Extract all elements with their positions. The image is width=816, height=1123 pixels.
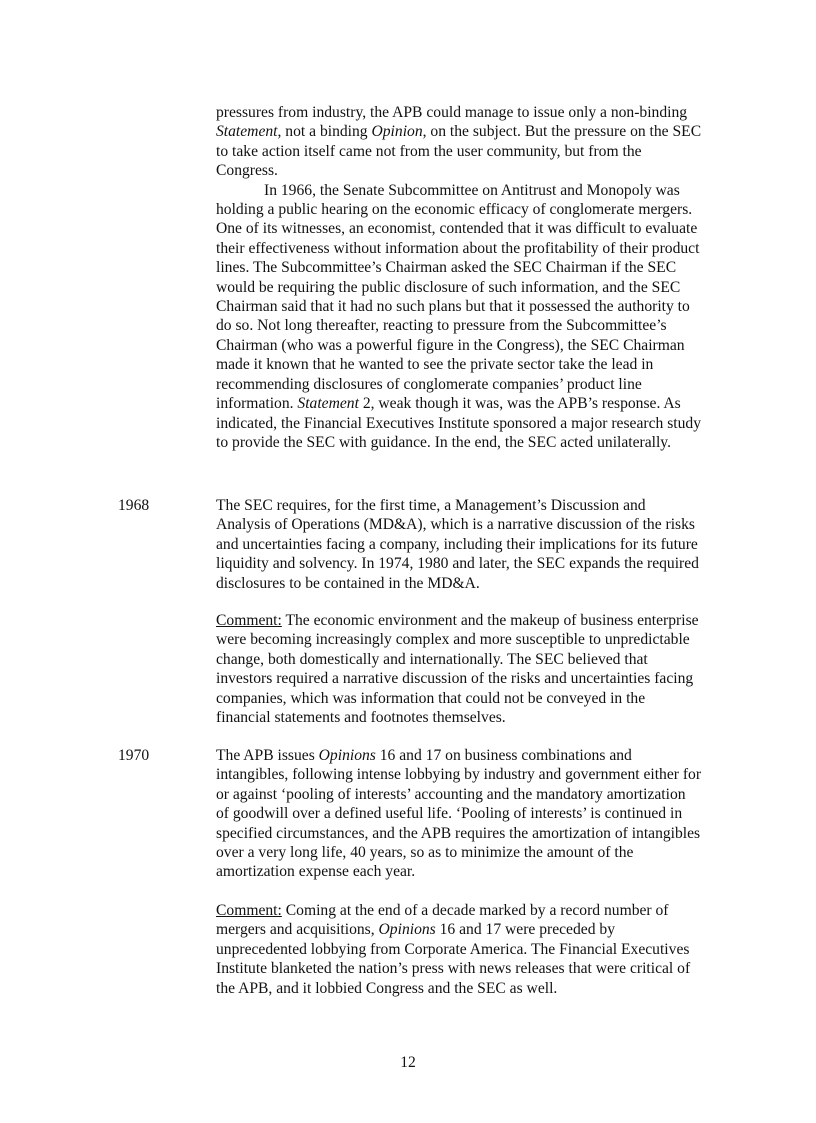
comment-label: Comment: xyxy=(216,902,282,919)
page-number: 12 xyxy=(400,1054,416,1071)
entry-paragraph: The SEC requires, for the first time, a Management’s Discussion and Analysis of Operations (MD&A), which is a narrative discussion of the risks and uncertainties facing a company, including their implications for its future liquidity and solvency. In 1974, 1980 and later, the SEC expands the required disclosures to be contained in the MD&A. xyxy=(216,497,699,592)
italic-term: Opinions xyxy=(378,921,436,939)
text-run: 16 and 17 were preceded by unprecedented lobbying from Corporate America. The Financial Executives Institute blanketed the nation’s press with news releases that were critical of the APB, and it lobbied Congress and the SEC as well. xyxy=(216,921,691,997)
entry-1970-text xyxy=(216,746,702,882)
intro-section xyxy=(216,103,702,452)
text-run: pressures from industry, the APB could manage to issue only a non-binding xyxy=(216,104,688,121)
text-run: , on the subject. But the pressure on the SEC to take action itself came not from the user community, but from the Congress. xyxy=(216,123,702,180)
comment-paragraph xyxy=(216,901,702,998)
comment-paragraph xyxy=(216,611,702,727)
text-run: In 1966, the Senate Subcommittee on Antitrust and Monopoly was holding a public hearing on the economic efficacy of conglomerate mergers. One of its witnesses, an economist, contended that it was difficult to evaluate their effectiveness without information about the profitability of their product lines. The Subcommittee’s Chairman asked the SEC Chairman if the SEC would be requiring the public disclosure of such information, and the SEC Chairman said that it had no such plans but that it possessed the authority to do so. Not long thereafter, reacting to pressure from the Subcommittee’s Chairman (who was a powerful figure in the Congress), the SEC Chairman made it known that he wanted to see the private sector take the lead in recommending disclosures of conglomerate companies’ product line information. xyxy=(216,181,700,413)
text-run: The APB issues xyxy=(216,747,319,764)
italic-term: Statement xyxy=(216,123,278,141)
intro-paragraph-1 xyxy=(216,103,702,181)
entry-1968-text xyxy=(216,496,702,593)
entry-1968-comment xyxy=(216,611,702,727)
text-run: Coming at the end of a decade marked by a record number of mergers and acquisitions, xyxy=(216,902,669,939)
entry-year-1968: 1968 xyxy=(118,497,150,514)
italic-term: Opinions xyxy=(318,747,376,764)
italic-term: Opinion xyxy=(371,123,423,141)
text-run: , not a binding xyxy=(277,123,372,141)
comment-label: Comment: xyxy=(216,612,282,629)
text-run: 2, weak though it was, was the APB’s response. As indicated, the Financial Executives Institute sponsored a major research study to provide the SEC with guidance. In the end, the SEC acted unilaterally. xyxy=(216,395,701,451)
text-run: The economic environment and the makeup of business enterprise were becoming increasingly complex and more susceptible to unpredictable change, both domestically and internationally. The SEC believed that investors required a narrative discussion of the risks and uncertainties facing companies, which was information that could not be conveyed in the financial statements and footnotes themselves. xyxy=(216,612,699,727)
intro-paragraph-2 xyxy=(216,181,702,453)
entry-year-1970: 1970 xyxy=(118,747,150,764)
italic-term: Statement xyxy=(297,395,359,413)
entry-paragraph xyxy=(216,746,702,882)
entry-1970-comment xyxy=(216,901,702,998)
text-run: 16 and 17 on business combinations and intangibles, following intense lobbying by industry and government either for or against ‘pooling of interests’ accounting and the mandatory amortization of goodwill over a defined useful life. ‘Pooling of interests’ is continued in specified circumstances, and the APB requires the amortization of intangibles over a very long life, 40 years, so as to minimize the amount of the amortization expense each year. xyxy=(216,747,702,881)
